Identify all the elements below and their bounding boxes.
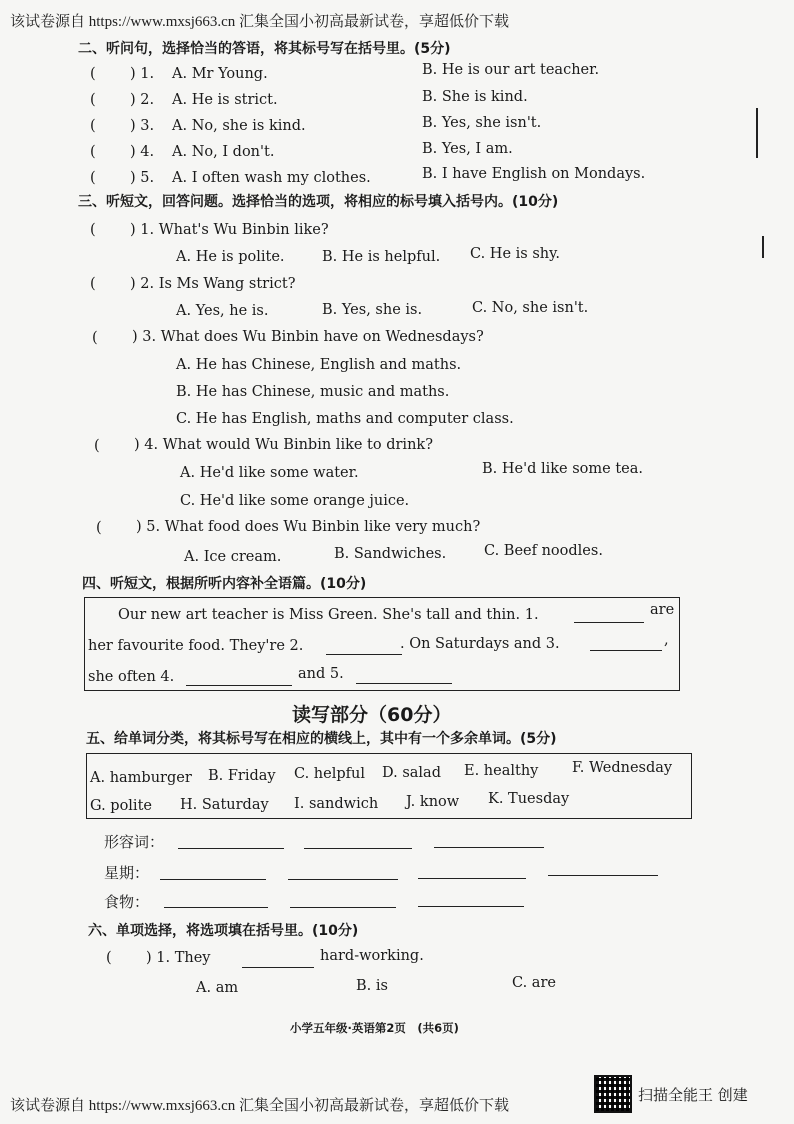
list-item: ( — [90, 118, 96, 134]
question-text: hard-working. — [320, 948, 424, 964]
question-text: ) 5. What food does Wu Binbin like very much? — [136, 519, 481, 535]
option-b: B. Sandwiches. — [334, 546, 447, 562]
answer-line[interactable] — [288, 879, 398, 880]
page-footer: 小学五年级·英语第2页 (共6页) — [290, 1021, 459, 1035]
answer-line[interactable] — [178, 848, 284, 849]
category-weekday: 星期： — [104, 864, 150, 882]
word-item: F. Wednesday — [572, 760, 673, 776]
answer-line[interactable] — [418, 906, 524, 907]
passage-line-3: she often 4. — [88, 669, 175, 685]
option-c: C. He has English, maths and computer class. — [176, 411, 514, 427]
question-number: ) 5. — [130, 170, 155, 186]
watermark-bottom: 该试卷源自 https://www.mxsj663.cn 汇集全国小初高最新试卷，享超低价下载 — [10, 1098, 510, 1114]
option-c: C. He is shy. — [470, 246, 560, 262]
part4-heading: 四、听短文，根据所听内容补全语篇。(10分) — [82, 576, 367, 592]
answer-blank-4[interactable] — [186, 685, 292, 686]
option-a: A. Mr Young. — [172, 66, 268, 82]
scan-edge-mark — [762, 236, 764, 258]
option-b: B. He has Chinese, music and maths. — [176, 384, 450, 400]
passage-line-1: Our new art teacher is Miss Green. She's tall and thin. 1. — [118, 607, 539, 623]
question-number: ) 1. — [130, 66, 155, 82]
word-item: E. healthy — [464, 763, 539, 779]
answer-line[interactable] — [548, 875, 658, 876]
option-b: B. He is helpful. — [322, 249, 441, 265]
answer-line[interactable] — [434, 847, 544, 848]
qr-code-icon — [594, 1075, 632, 1113]
word-item: G. polite — [90, 798, 152, 814]
option-c: C. He'd like some orange juice. — [180, 493, 410, 509]
answer-blank-1[interactable] — [574, 622, 644, 623]
option-a: A. No, she is kind. — [172, 118, 306, 134]
scanner-label: 扫描全能王 创建 — [638, 1086, 748, 1104]
question-text: ) 2. Is Ms Wang strict? — [130, 276, 296, 292]
part2-heading: 二、听问句，选择恰当的答语，将其标号写在括号里。(5分) — [78, 41, 451, 57]
answer-line[interactable] — [418, 878, 526, 879]
answer-blank-5[interactable] — [356, 683, 452, 684]
question-text: ) 1. They — [146, 950, 211, 966]
word-item: A. hamburger — [90, 770, 192, 786]
passage-text: , — [664, 632, 669, 648]
question-number: ) 2. — [130, 92, 155, 108]
passage-line-2: her favourite food. They're 2. — [88, 638, 304, 654]
passage-text: are — [650, 602, 675, 618]
option-b: B. Yes, I am. — [422, 141, 513, 157]
option-b: B. Yes, she is. — [322, 302, 423, 318]
option-a: A. He'd like some water. — [180, 465, 359, 481]
option-a: A. He is polite. — [176, 249, 285, 265]
list-item: ( — [106, 950, 112, 966]
word-item: J. know — [406, 794, 460, 810]
option-b: B. He'd like some tea. — [482, 461, 644, 477]
word-item: H. Saturday — [180, 797, 269, 813]
option-b: B. He is our art teacher. — [422, 62, 600, 78]
part6-heading: 六、单项选择，将选项填在括号里。(10分) — [88, 923, 359, 939]
option-a: A. He is strict. — [172, 92, 278, 108]
question-text: ) 3. What does Wu Binbin have on Wednesdays? — [132, 329, 484, 345]
list-item: ( — [90, 276, 96, 292]
option-b: B. is — [356, 978, 388, 994]
option-a: A. No, I don't. — [172, 144, 275, 160]
question-text: ) 4. What would Wu Binbin like to drink? — [134, 437, 433, 453]
question-number: ) 4. — [130, 144, 155, 160]
word-item: D. salad — [382, 765, 441, 781]
answer-line[interactable] — [164, 907, 268, 908]
list-item: ( — [90, 144, 96, 160]
section-title: 读写部分（60分） — [292, 704, 452, 726]
part3-heading: 三、听短文，回答问题。选择恰当的选项，将相应的标号填入括号内。(10分) — [78, 194, 559, 210]
passage-text: . On Saturdays and 3. — [400, 636, 560, 652]
word-item: K. Tuesday — [488, 791, 570, 807]
category-adjective: 形容词： — [104, 833, 165, 851]
list-item: ( — [90, 222, 96, 238]
question-text: ) 1. What's Wu Binbin like? — [130, 222, 329, 238]
option-a: A. Yes, he is. — [176, 303, 269, 319]
option-a: A. I often wash my clothes. — [172, 170, 371, 186]
list-item: ( — [92, 330, 98, 346]
option-c: C. are — [512, 975, 556, 991]
watermark-top: 该试卷源自 https://www.mxsj663.cn 汇集全国小初高最新试卷，享超低价下载 — [10, 14, 510, 30]
option-a: A. He has Chinese, English and maths. — [176, 357, 462, 373]
word-item: I. sandwich — [294, 796, 379, 812]
option-b: B. Yes, she isn't. — [422, 115, 542, 131]
option-a: A. am — [196, 980, 239, 996]
word-item: B. Friday — [208, 768, 276, 784]
list-item: ( — [94, 438, 100, 454]
category-food: 食物： — [104, 893, 150, 911]
list-item: ( — [90, 92, 96, 108]
passage-text: and 5. — [298, 666, 344, 682]
answer-line[interactable] — [290, 907, 396, 908]
question-number: ) 3. — [130, 118, 155, 134]
answer-blank[interactable] — [242, 967, 314, 968]
option-c: C. Beef noodles. — [484, 543, 603, 559]
option-b: B. I have English on Mondays. — [422, 166, 646, 182]
option-b: B. She is kind. — [422, 89, 528, 105]
answer-blank-3[interactable] — [590, 650, 662, 651]
part5-heading: 五、给单词分类，将其标号写在相应的横线上，其中有一个多余单词。(5分) — [86, 731, 557, 747]
option-a: A. Ice cream. — [184, 549, 282, 565]
list-item: ( — [90, 170, 96, 186]
list-item: ( — [96, 520, 102, 536]
answer-line[interactable] — [160, 879, 266, 880]
answer-blank-2[interactable] — [326, 654, 402, 655]
answer-line[interactable] — [304, 848, 412, 849]
option-c: C. No, she isn't. — [472, 300, 589, 316]
word-item: C. helpful — [294, 766, 365, 782]
scan-edge-mark — [756, 108, 758, 158]
list-item: ( — [90, 66, 96, 82]
